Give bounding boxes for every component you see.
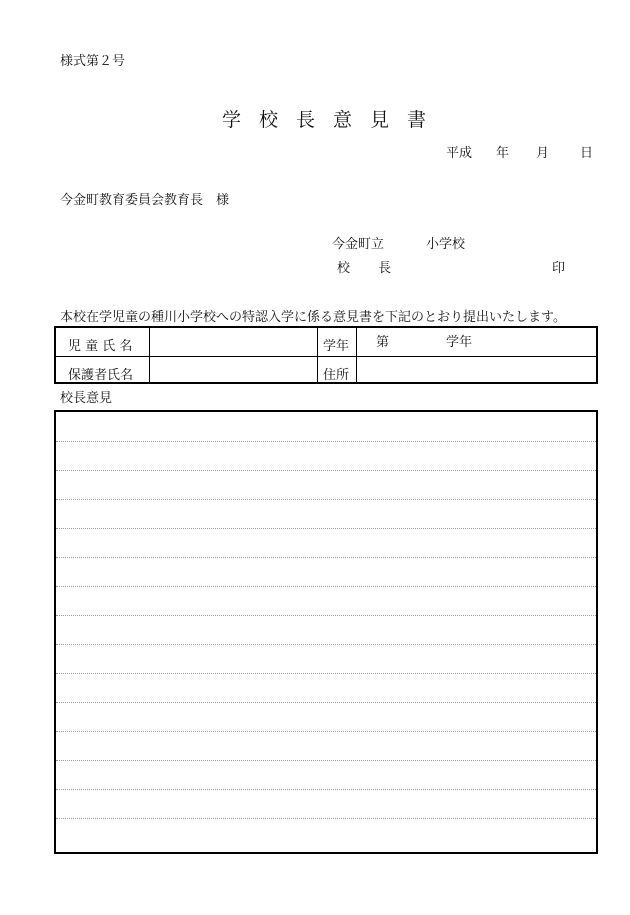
date-era: 平成: [446, 146, 473, 161]
opinion-rule-line: [56, 557, 596, 558]
grade-label: 学年: [323, 339, 350, 354]
seal-mark: 印: [552, 261, 566, 276]
form-number: 様式第２号: [60, 54, 126, 69]
date-line: [446, 146, 593, 162]
addressee: 今金町教育委員会教育長 様: [60, 193, 230, 208]
opinion-rule-line: [56, 789, 596, 790]
child-name-label: 児 童 氏 名: [68, 339, 133, 354]
date-month-label: 月: [536, 146, 550, 161]
intro-text: 本校在学児童の種川小学校への特認入学に係る意見書を下記のとおり提出いたします。: [60, 310, 566, 325]
address-field[interactable]: [357, 357, 598, 384]
student-info-table: [54, 326, 598, 384]
sender-school: [332, 237, 465, 253]
opinion-rule-line: [56, 702, 596, 703]
opinion-rule-line: [56, 673, 596, 674]
principal-label: 校 長: [337, 261, 404, 276]
guardian-name-label: 保護者氏名: [68, 368, 134, 383]
guardian-name-field[interactable]: [150, 357, 317, 384]
opinion-rule-line: [56, 615, 596, 616]
child-name-field[interactable]: [150, 328, 317, 356]
address-label: 住所: [323, 368, 350, 383]
opinion-rule-line: [56, 528, 596, 529]
opinion-rule-line: [56, 499, 596, 500]
principal-opinion-label: 校長意見: [60, 391, 113, 406]
opinion-rule-line: [56, 644, 596, 645]
grade-prefix: 第: [376, 335, 390, 350]
sender-school-label: 小学校: [426, 237, 466, 252]
opinion-rule-line: [56, 731, 596, 732]
sender-town: 今金町立: [332, 237, 385, 252]
opinion-rule-line: [56, 441, 596, 442]
principal-opinion-box[interactable]: [54, 410, 598, 854]
document-title: 学校長意見書: [221, 109, 444, 131]
table-col-divider: [317, 328, 318, 382]
grade-suffix: 学年: [446, 335, 473, 350]
opinion-rule-line: [56, 470, 596, 471]
date-day-label: 日: [580, 146, 594, 161]
opinion-rule-line: [56, 586, 596, 587]
date-year-label: 年: [496, 146, 510, 161]
principal-signature-line: [337, 261, 565, 277]
opinion-rule-line: [56, 818, 596, 819]
opinion-rule-line: [56, 760, 596, 761]
